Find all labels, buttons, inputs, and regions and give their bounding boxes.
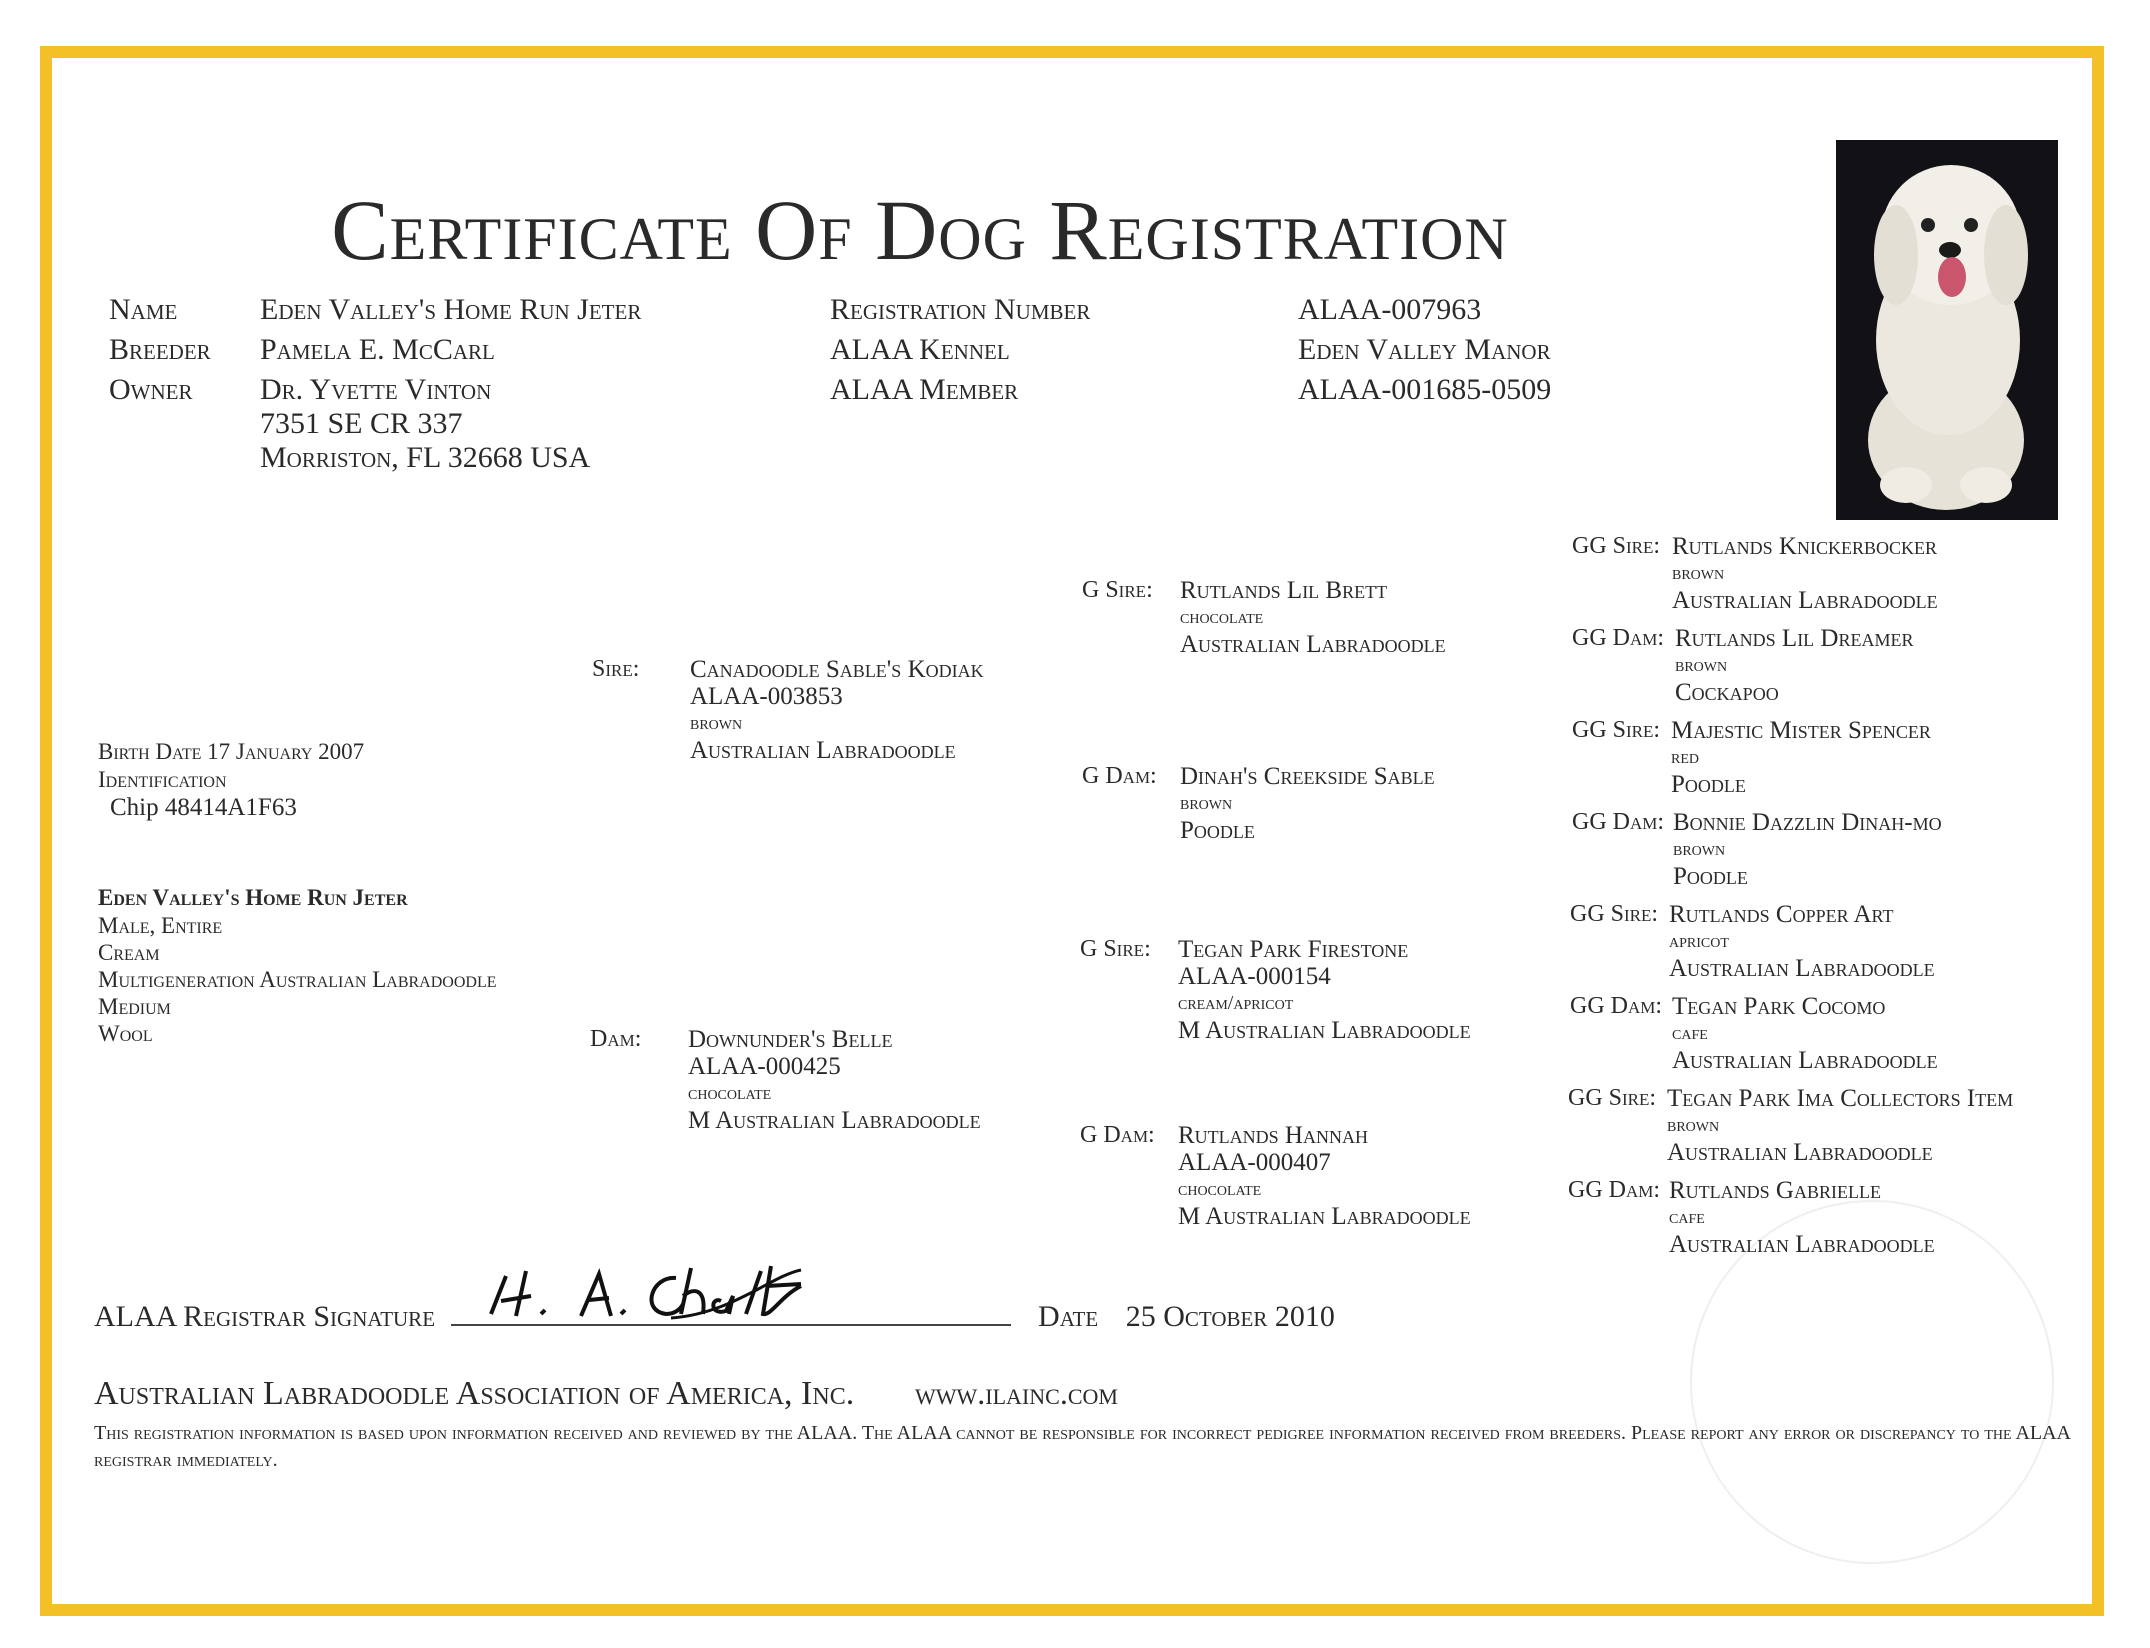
great-grand-color: red	[1671, 746, 1699, 768]
great-grand-label-6: GG Dam:	[1570, 993, 1663, 1019]
dam-color: chocolate	[688, 1082, 772, 1104]
sire-label: Sire:	[592, 656, 640, 682]
great-grand-entry-4	[1673, 809, 1942, 890]
great-grand-name: Bonnie Dazzlin Dinah-mo	[1673, 809, 1942, 836]
kennel-label: ALAA Kennel	[830, 333, 1010, 366]
grand-breed: Australian Labradoodle	[1180, 631, 1446, 658]
great-grand-name: Tegan Park Ima Collectors Item	[1667, 1085, 2014, 1112]
great-grand-color: brown	[1675, 654, 1728, 676]
great-grand-label-1: GG Sire:	[1572, 533, 1661, 559]
great-grand-color: brown	[1673, 838, 1726, 860]
great-grand-breed: Poodle	[1673, 863, 1748, 890]
dam-breed: M Australian Labradoodle	[688, 1107, 981, 1134]
owner-label: Owner	[109, 373, 193, 406]
dog-color: Cream	[98, 940, 160, 965]
grand-reg: ALAA-000154	[1178, 963, 1331, 990]
great-grand-color: apricot	[1669, 930, 1729, 952]
dog-breed: Multigeneration Australian Labradoodle	[98, 967, 497, 992]
grand-reg: ALAA-000407	[1178, 1149, 1331, 1176]
great-grand-breed: Poodle	[1671, 771, 1746, 798]
grand-color: cream/apricot	[1178, 992, 1294, 1014]
identification-label: Identification	[98, 767, 227, 792]
sire-entry	[690, 656, 984, 764]
date-label: Date	[1038, 1300, 1099, 1333]
member-label: ALAA Member	[830, 373, 1019, 406]
breeder-label: Breeder	[109, 333, 211, 366]
dam-name: Downunder's Belle	[688, 1026, 893, 1053]
owner-address-line: 7351 SE CR 337	[260, 407, 463, 440]
grand-entry-4	[1178, 1122, 1471, 1230]
handwritten-signature	[471, 1256, 1031, 1326]
sire-breed: Australian Labradoodle	[690, 737, 956, 764]
dog-name-value: Eden Valley's Home Run Jeter	[260, 293, 642, 326]
grand-breed: Poodle	[1180, 817, 1255, 844]
great-grand-label-5: GG Sire:	[1570, 901, 1659, 927]
dog-illustration	[1836, 140, 2058, 520]
grand-name: Rutlands Lil Brett	[1180, 577, 1388, 604]
great-grand-entry-7	[1667, 1085, 2013, 1166]
grand-entry-1	[1180, 577, 1446, 658]
date-value: 25 October 2010	[1125, 1300, 1335, 1333]
great-grand-color: brown	[1667, 1114, 1720, 1136]
great-grand-label-4: GG Dam:	[1572, 809, 1665, 835]
grand-color: chocolate	[1178, 1178, 1262, 1200]
great-grand-entry-8	[1669, 1177, 1935, 1258]
website-link[interactable]: www.ilainc.com	[915, 1375, 1118, 1411]
great-grand-breed: Australian Labradoodle	[1669, 1231, 1935, 1258]
great-grand-label-3: GG Sire:	[1572, 717, 1661, 743]
great-grand-breed: Australian Labradoodle	[1672, 587, 1938, 614]
dam-label: Dam:	[590, 1026, 642, 1052]
signature-row	[94, 1294, 1335, 1334]
grand-breed: M Australian Labradoodle	[1178, 1203, 1471, 1230]
sire-reg: ALAA-003853	[690, 683, 843, 710]
great-grand-label-2: GG Dam:	[1572, 625, 1665, 651]
great-grand-entry-6	[1672, 993, 1938, 1074]
great-grand-label-8: GG Dam:	[1568, 1177, 1661, 1203]
great-grand-breed: Australian Labradoodle	[1667, 1139, 1933, 1166]
dog-name-bold: Eden Valley's Home Run Jeter	[98, 885, 408, 910]
grand-label-4: G Dam:	[1080, 1122, 1155, 1148]
kennel-value: Eden Valley Manor	[1298, 333, 1551, 366]
great-grand-label-7: GG Sire:	[1568, 1085, 1657, 1111]
disclaimer: This registration information is based upon information received and reviewed by the ALAA. The ALAA cannot be responsible for incorrect pedigree information received from breeders. Please report any error or discrepancy to the ALAA registrar immediately.	[94, 1422, 2070, 1471]
member-value: ALAA-001685-0509	[1298, 373, 1552, 406]
grand-label-2: G Dam:	[1082, 763, 1157, 789]
great-grand-color: cafe	[1672, 1022, 1708, 1044]
dog-sex: Male, Entire	[98, 913, 223, 938]
great-grand-entry-3	[1671, 717, 1931, 798]
name-label: Name	[109, 293, 178, 326]
great-grand-name: Tegan Park Cocomo	[1672, 993, 1886, 1020]
great-grand-name: Rutlands Knickerbocker	[1672, 533, 1937, 560]
great-grand-breed: Australian Labradoodle	[1669, 955, 1935, 982]
dog-photo	[1836, 140, 2058, 520]
grand-color: brown	[1180, 792, 1233, 814]
grand-color: chocolate	[1180, 606, 1264, 628]
grand-breed: M Australian Labradoodle	[1178, 1017, 1471, 1044]
owner-city-line: Morriston, FL 32668 USA	[260, 441, 591, 474]
signature-label: ALAA Registrar Signature	[94, 1300, 436, 1333]
great-grand-breed: Cockapoo	[1675, 679, 1779, 706]
grand-entry-3	[1178, 936, 1471, 1044]
dam-entry	[688, 1026, 981, 1134]
grand-label-3: G Sire:	[1080, 936, 1151, 962]
registration-number-label: Registration Number	[830, 293, 1091, 326]
grand-name: Rutlands Hannah	[1178, 1122, 1368, 1149]
grand-name: Tegan Park Firestone	[1178, 936, 1409, 963]
great-grand-name: Rutlands Lil Dreamer	[1675, 625, 1914, 652]
association-name: Australian Labradoodle Association of America, Inc.	[94, 1375, 855, 1412]
great-grand-color: brown	[1672, 562, 1725, 584]
great-grand-entry-1	[1672, 533, 1938, 614]
signature-line	[451, 1294, 1011, 1326]
grand-entry-2	[1180, 763, 1435, 844]
great-grand-entry-2	[1675, 625, 1914, 706]
owner-name-value: Dr. Yvette Vinton	[260, 373, 492, 406]
great-grand-name: Rutlands Copper Art	[1669, 901, 1894, 928]
great-grand-entry-5	[1669, 901, 1935, 982]
sire-name: Canadoodle Sable's Kodiak	[690, 656, 984, 683]
great-grand-name: Rutlands Gabrielle	[1669, 1177, 1881, 1204]
registration-number-value: ALAA-007963	[1298, 293, 1482, 326]
great-grand-name: Majestic Mister Spencer	[1671, 717, 1931, 744]
dam-reg: ALAA-000425	[688, 1053, 841, 1080]
dog-size: Medium	[98, 994, 171, 1019]
great-grand-breed: Australian Labradoodle	[1672, 1047, 1938, 1074]
sire-color: brown	[690, 712, 743, 734]
great-grand-color: cafe	[1669, 1206, 1705, 1228]
certificate-title: Certificate Of Dog Registration	[331, 182, 1509, 278]
breeder-value: Pamela E. McCarl	[260, 333, 495, 366]
chip-number: Chip 48414A1F63	[110, 794, 297, 821]
birth-date: Birth Date 17 January 2007	[98, 739, 365, 764]
dog-coat: Wool	[98, 1021, 153, 1046]
grand-label-1: G Sire:	[1082, 577, 1153, 603]
grand-name: Dinah's Creekside Sable	[1180, 763, 1435, 790]
